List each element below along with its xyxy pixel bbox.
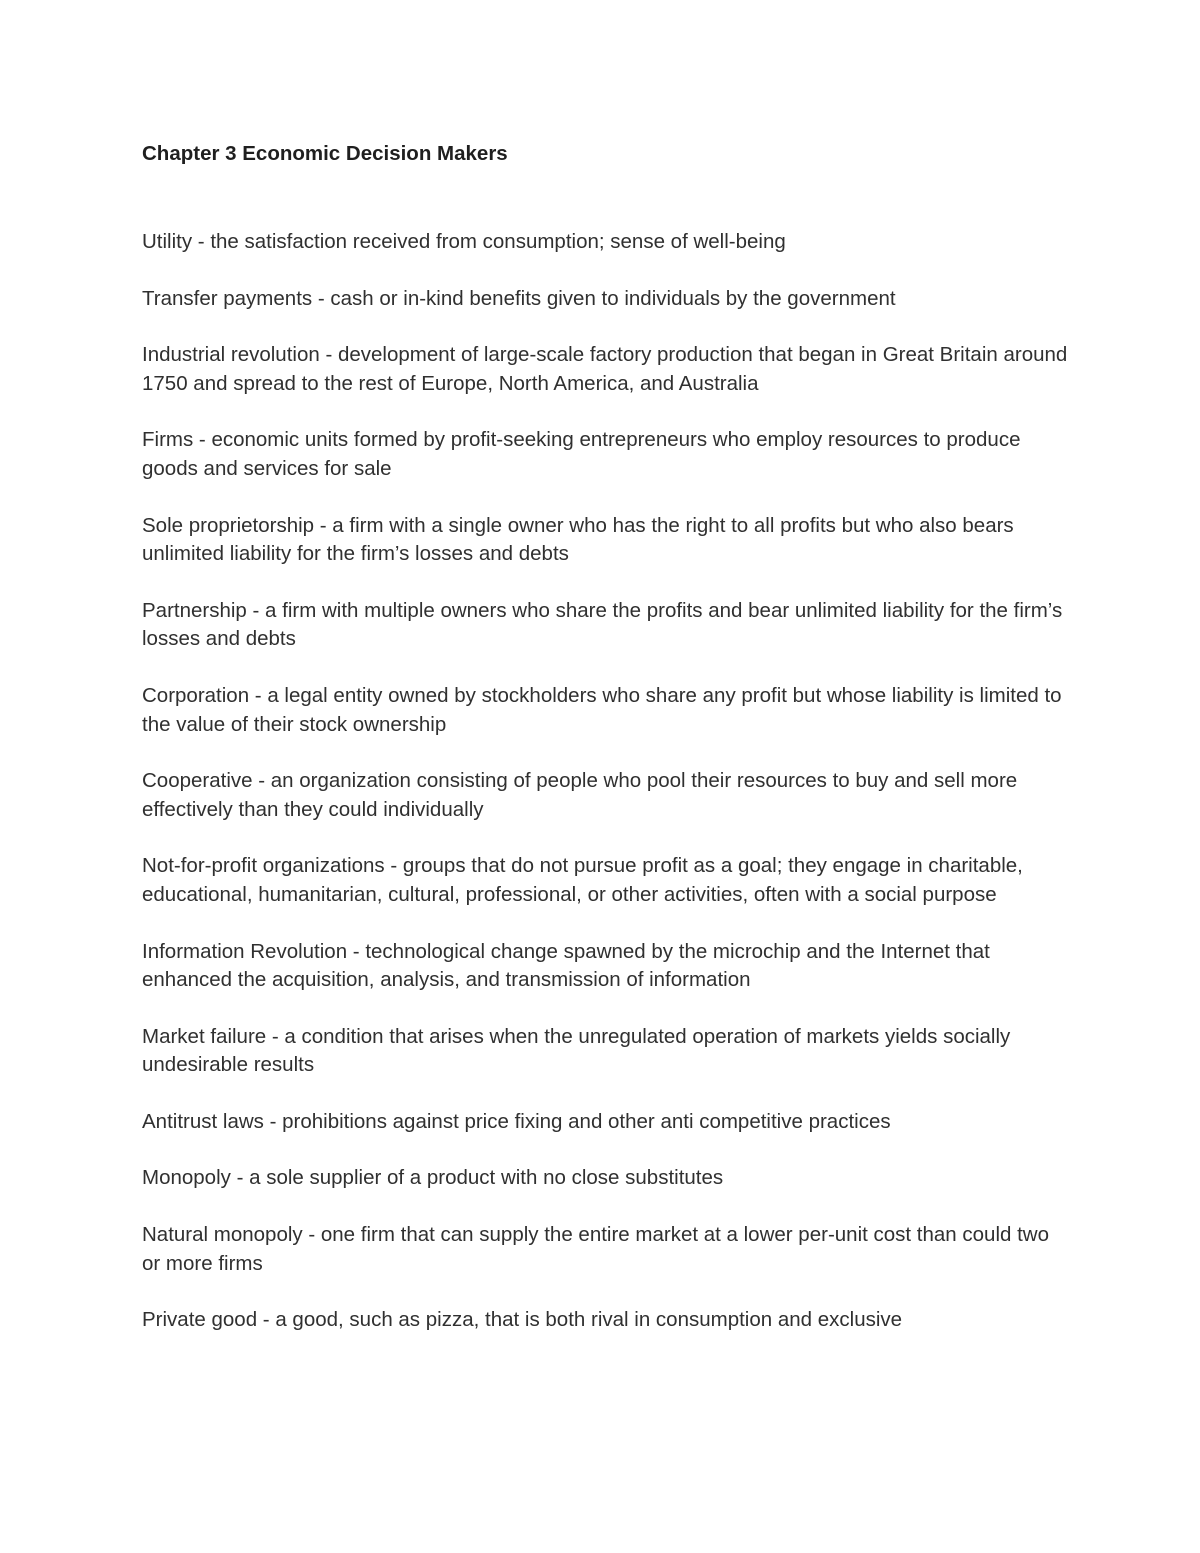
definition-industrial-revolution: Industrial revolution - development of large-scale factory production that began in Great Britain around 1750 and spread to the rest of Europe, North America, and Australia — [142, 343, 1068, 395]
definition-partnership: Partnership - a firm with multiple owners who share the profits and bear unlimited liability for the firm’s losses and debts — [142, 598, 1063, 651]
definition-not-for-profit: Not-for-profit organizations - groups that do not pursue profit as a goal; they engage in charitable, educational, humanitarian, cultural, professional, or other activities, often with a social purpose — [142, 854, 1023, 906]
definition-utility: Utility - the satisfaction received from consumption; sense of well-being — [142, 230, 786, 253]
definition-natural-monopoly: Natural monopoly - one firm that can supply the entire market at a lower per-unit cost than could two or more firms — [142, 1223, 1050, 1275]
definition-information-revolution: Information Revolution - technological change spawned by the microchip and the Internet that enhanced the acquisition, analysis, and transmission of information — [142, 939, 990, 992]
document-page — [142, 140, 1072, 1363]
definition-private-good: Private good - a good, such as pizza, that is both rival in consumption and exclusive — [142, 1308, 903, 1332]
definition-monopoly: Monopoly - a sole supplier of a product with no close substitutes — [142, 1166, 724, 1190]
definition-corporation: Corporation - a legal entity owned by stockholders who share any profit but whose liability is limited to the value of their stock ownership — [142, 683, 1062, 736]
definition-sole-proprietorship: Sole proprietorship - a firm with a single owner who has the right to all profits but who also bears unlimited liability for the firm’s losses and debts — [142, 513, 1014, 566]
page-title: Chapter 3 Economic Decision Makers — [142, 142, 508, 165]
definition-antitrust-laws: Antitrust laws - prohibitions against price fixing and other anti competitive practices — [142, 1109, 891, 1133]
definition-transfer-payments: Transfer payments - cash or in-kind benefits given to individuals by the government — [142, 286, 896, 310]
definition-cooperative: Cooperative - an organization consisting of people who pool their resources to buy and sell more effectively than they could individually — [142, 769, 1018, 821]
definition-market-failure: Market failure - a condition that arises when the unregulated operation of markets yields socially undesirable results — [142, 1024, 1011, 1077]
definition-firms: Firms - economic units formed by profit-seeking entrepreneurs who employ resources to produce goods and services for sale — [142, 428, 1021, 480]
